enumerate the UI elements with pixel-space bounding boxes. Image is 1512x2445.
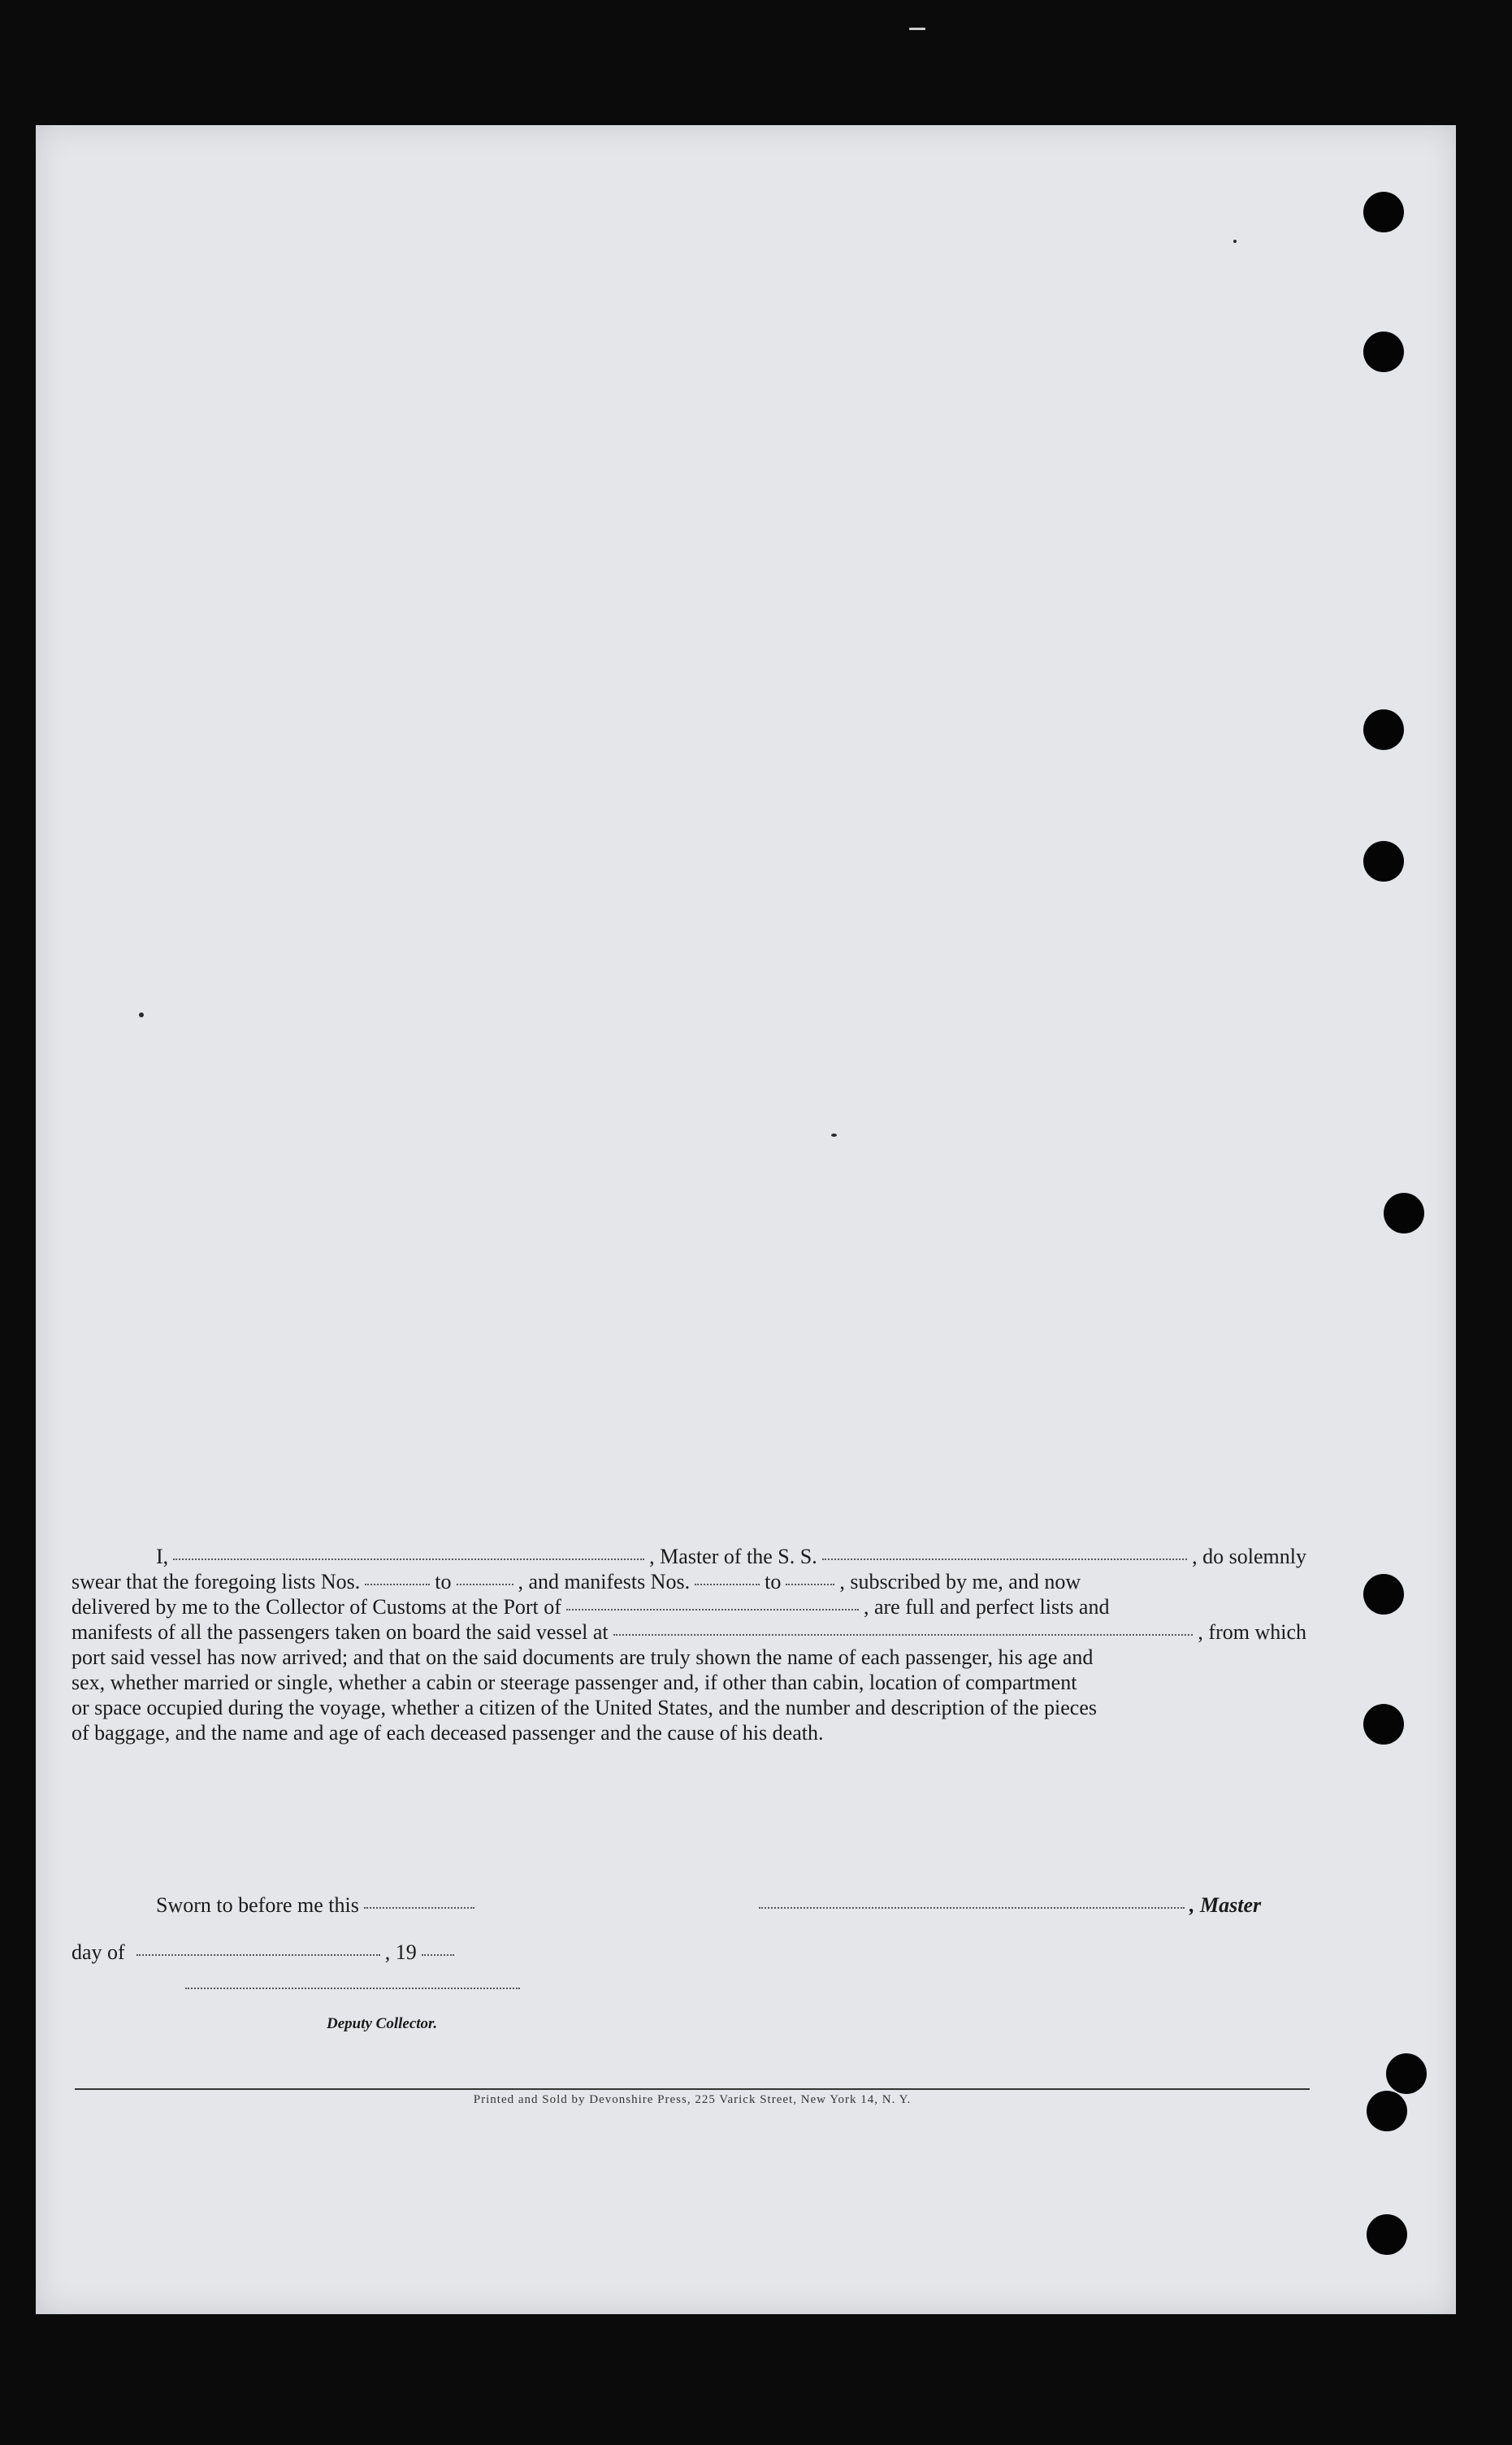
deputy-signature-field[interactable] <box>185 1988 520 1989</box>
oath-do-solemnly: , do solemnly <box>1192 1545 1306 1568</box>
oath-are-full: , are full and perfect lists and <box>863 1595 1110 1619</box>
sworn-day-field[interactable] <box>364 1907 474 1909</box>
binder-hole <box>1363 1704 1404 1745</box>
year-prefix: , 19 <box>384 1940 417 1964</box>
master-signature-field[interactable] <box>759 1907 1185 1909</box>
binder-hole <box>1363 332 1404 372</box>
master-label: , Master <box>1189 1893 1262 1917</box>
oath-paragraph <box>71 1544 1306 1745</box>
binder-hole <box>1363 841 1404 882</box>
oath-line-8: of baggage, and the name and age of each deceased passenger and the cause of his death. <box>71 1721 824 1745</box>
manifests-from-field[interactable] <box>695 1584 760 1585</box>
oath-i-label: I, <box>156 1545 169 1568</box>
manifests-to-field[interactable] <box>786 1584 834 1585</box>
oath-line-5: port said vessel has now arrived; and that on the said documents are truly shown the name of each passenger, his age and <box>71 1645 1094 1669</box>
day-of-label: day of <box>71 1940 125 1964</box>
ink-speck <box>831 1134 837 1137</box>
vessel-name-field[interactable] <box>822 1558 1187 1560</box>
oath-subscribed <box>839 1569 1306 1594</box>
ink-speck <box>909 28 925 30</box>
binder-hole <box>1367 2214 1407 2255</box>
ink-speck <box>139 1012 144 1017</box>
binder-hole <box>1384 1193 1424 1233</box>
oath-from-which: , from which <box>1198 1620 1306 1644</box>
oath-master-of-ss: , Master of the S. S. <box>649 1545 817 1568</box>
month-field[interactable] <box>136 1954 380 1956</box>
binder-hole <box>1363 192 1404 232</box>
document-page <box>36 125 1456 2314</box>
footer-rule <box>75 2088 1310 2090</box>
oath-to-1: to <box>435 1570 452 1593</box>
port-field[interactable] <box>566 1609 859 1610</box>
year-field[interactable] <box>422 1954 454 1956</box>
lists-to-field[interactable] <box>457 1584 513 1585</box>
oath-delivered: delivered by me to the Collector of Customs at the Port of <box>71 1595 561 1619</box>
oath-to-2: to <box>765 1570 782 1593</box>
lists-from-field[interactable] <box>365 1584 430 1585</box>
oath-line-6: sex, whether married or single, whether a cabin or steerage passenger and, if other than cabin, location of compartment <box>71 1671 1077 1694</box>
oath-line-3 <box>71 1594 1306 1619</box>
master-signature-row <box>754 1893 1261 1918</box>
oath-line-2 <box>71 1569 1306 1594</box>
printer-imprint: Printed and Sold by Devonshire Press, 225 Varick Street, New York 14, N. Y. <box>473 2093 912 2106</box>
oath-and-manifests: , and manifests Nos. <box>518 1570 691 1593</box>
binder-hole <box>1363 1574 1404 1615</box>
master-name-field[interactable] <box>173 1558 644 1560</box>
day-of-row <box>71 1940 459 1965</box>
oath-subscribed-text: , subscribed by me, and now <box>839 1570 1081 1593</box>
oath-line-4 <box>71 1619 1306 1645</box>
embarkation-port-field[interactable] <box>613 1634 1194 1636</box>
oath-line-7: or space occupied during the voyage, whether a citizen of the United States, and the number and description of the pieces <box>71 1696 1098 1719</box>
oath-line-1 <box>71 1544 1306 1569</box>
sworn-row <box>156 1893 479 1918</box>
ink-speck <box>1233 240 1237 243</box>
oath-manifests-all: manifests of all the passengers taken on board the said vessel at <box>71 1620 609 1644</box>
sworn-label: Sworn to before me this <box>156 1893 359 1917</box>
deputy-signature-row <box>180 1991 525 1992</box>
binder-hole <box>1363 709 1404 750</box>
binder-hole <box>1386 2053 1427 2094</box>
binder-hole <box>1367 2091 1407 2131</box>
deputy-collector-label: Deputy Collector. <box>327 2015 438 2032</box>
oath-swear-lists: swear that the foregoing lists Nos. <box>71 1570 361 1593</box>
